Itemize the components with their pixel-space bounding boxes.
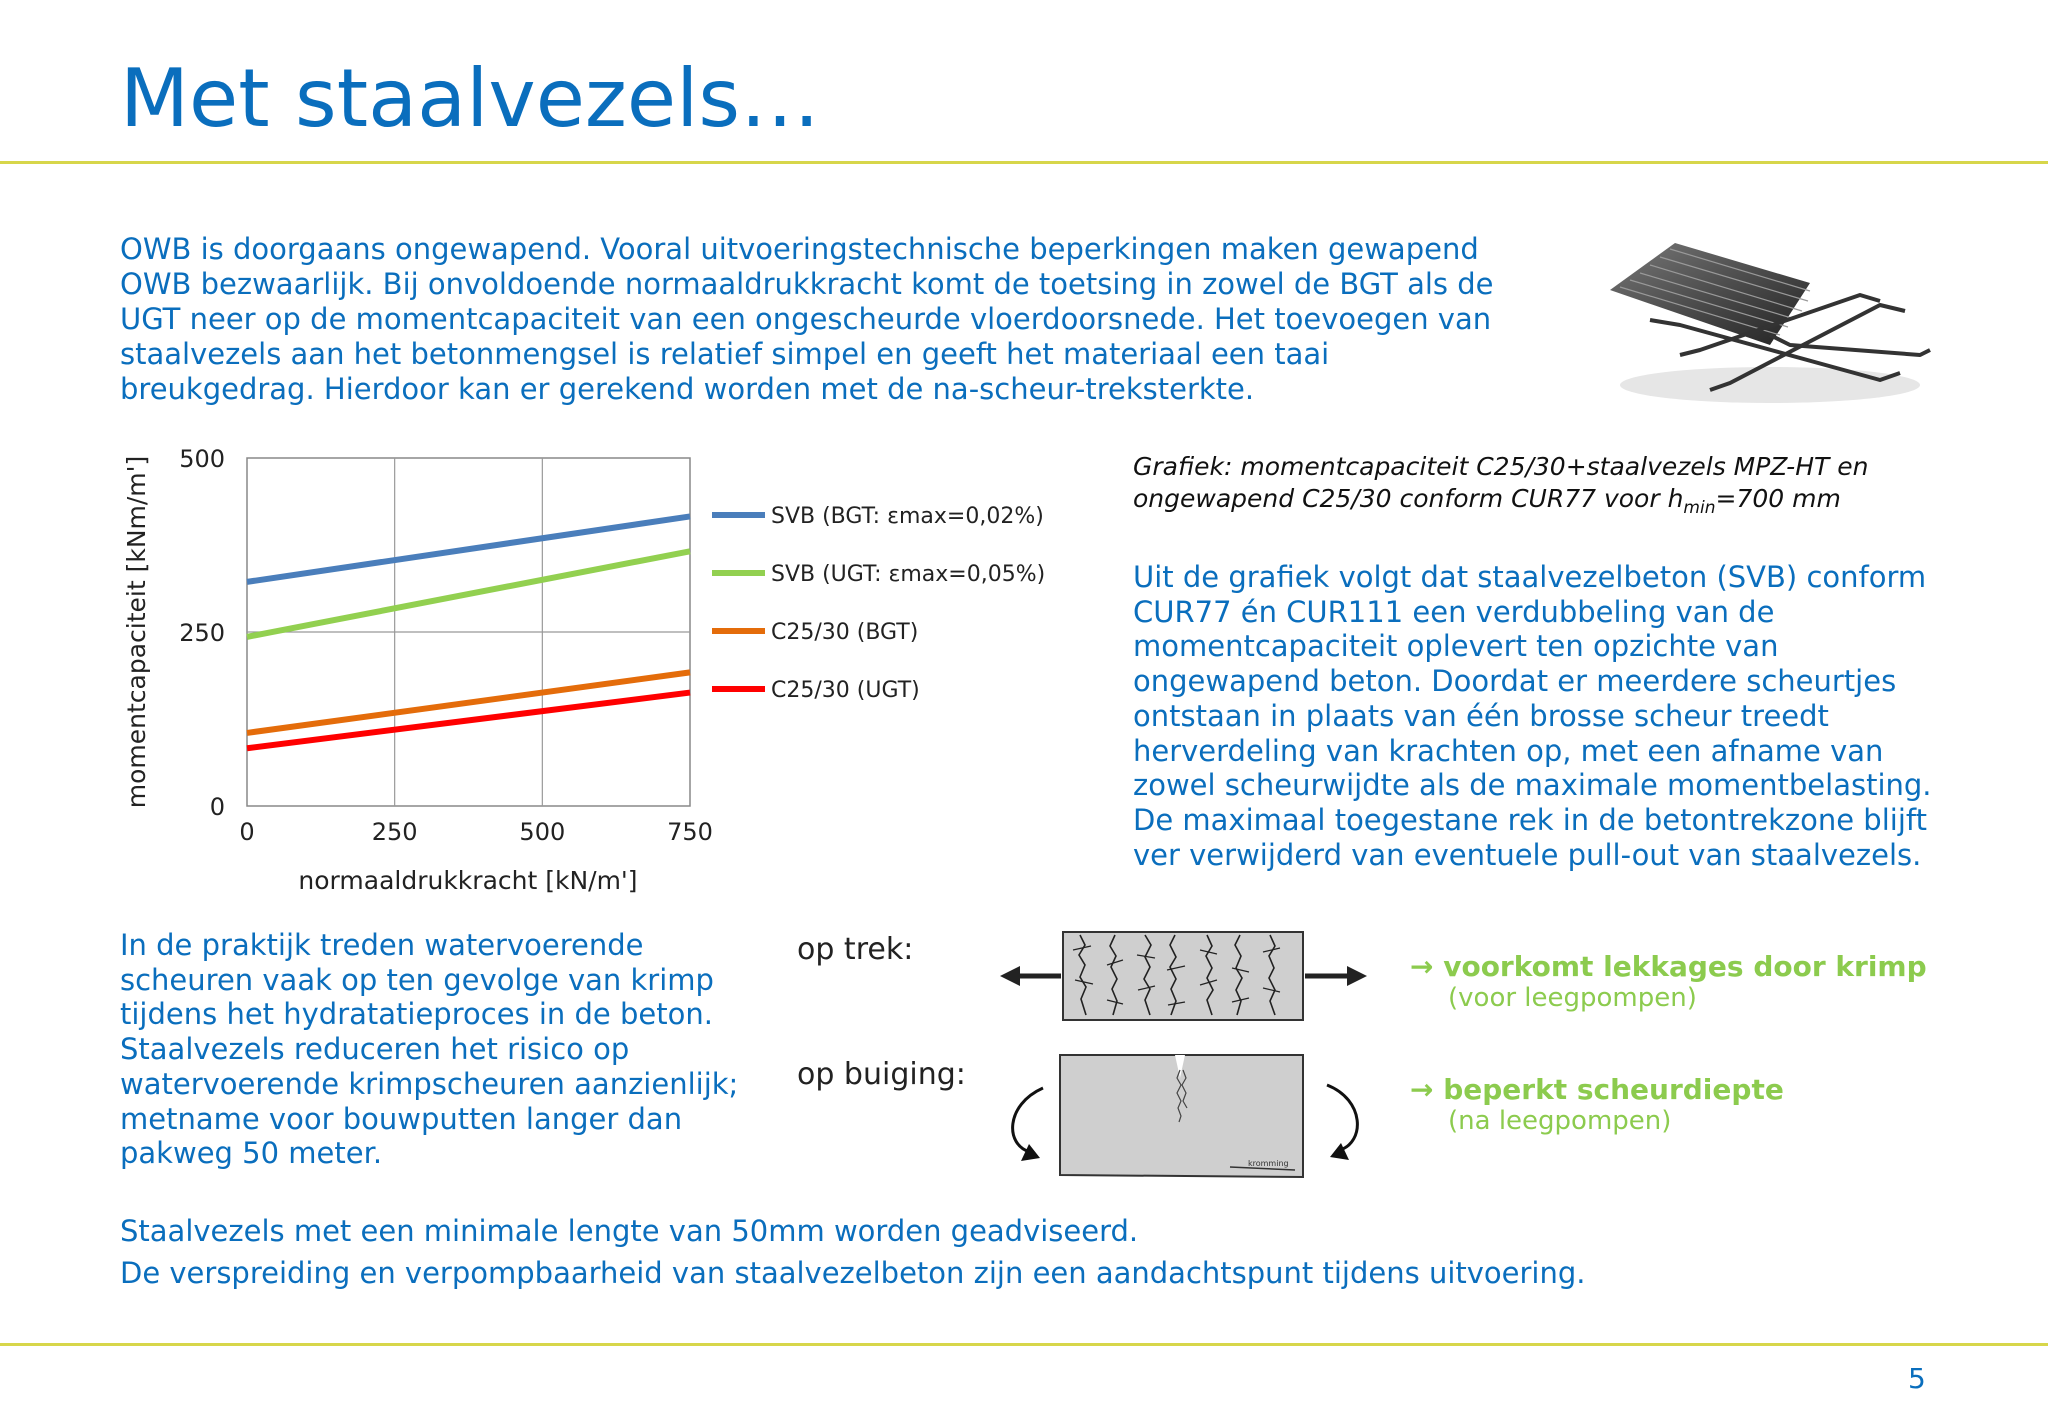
buiging-result-sub: (na leegpompen) [1448, 1106, 1672, 1136]
legend-label: SVB (UGT: εmax=0,05%) [771, 562, 1046, 587]
y-axis-label: momentcapaciteit [kNm/m'] [122, 455, 151, 809]
conclusion-line: ongewapend beton. Doordat er meerdere scheurtjes [1133, 664, 1897, 699]
intro-line: UGT neer op de momentcapaciteit van een ongescheurde vloerdoorsnede. Het toevoegen van [120, 302, 1492, 336]
trek-result-sub: (voor leegpompen) [1448, 983, 1697, 1013]
practice-line: metname voor bouwputten langer dan [120, 1101, 683, 1136]
x-tick-label: 250 [371, 818, 418, 846]
x-tick-label: 0 [239, 818, 255, 846]
chart-caption [1133, 451, 2033, 524]
page-title: Met staalvezels… [120, 52, 821, 145]
y-tick-label: 0 [209, 793, 225, 821]
caption-line: Grafiek: momentcapaciteit C25/30+staalvezels MPZ-HT en [1133, 452, 1869, 481]
intro-line: staalvezels aan het betonmengsel is relatief simpel en geeft het materiaal een taai [120, 337, 1330, 371]
conclusion-line: zowel scheurwijdte als de maximale momentbelasting. [1133, 768, 1932, 803]
advice-paragraph [120, 1210, 1586, 1294]
practice-line: Staalvezels reduceren het risico op [120, 1032, 630, 1067]
caption-text: =700 mm [1715, 484, 1841, 513]
rotation-arrow-right [1327, 1085, 1357, 1150]
trek-result: → voorkomt lekkages door krimp [1410, 950, 1927, 983]
advice-line: De verspreiding en verpompbaarheid van staalvezelbeton zijn een aandachtspunt tijdens uitvoering. [120, 1256, 1586, 1290]
x-tick-label: 500 [519, 818, 566, 846]
steel-fibers-image [1580, 235, 1940, 425]
practice-line: watervoerende krimpscheuren aanzienlijk; [120, 1066, 739, 1101]
caption-subscript: min [1683, 498, 1716, 518]
conclusion-line: ontstaan in plaats van één brosse scheur treedt [1133, 698, 1829, 733]
conclusion-line: herverdeling van krachten op, met een afname van [1133, 733, 1884, 768]
tension-specimen [1063, 932, 1303, 1020]
y-tick-label: 500 [179, 445, 225, 473]
legend-label: C25/30 (BGT) [771, 620, 919, 645]
buiging-result: → beperkt scheurdiepte [1410, 1073, 1784, 1106]
rotate-left-icon [1021, 1144, 1040, 1161]
practice-line: scheuren vaak op ten gevolge van krimp [120, 962, 714, 997]
footer-rule [0, 1343, 2048, 1346]
trek-label: op trek: [797, 932, 914, 967]
moment-capacity-chart [115, 435, 1115, 905]
header-rule [0, 161, 2048, 164]
crack-diagram [995, 920, 1375, 1180]
arrow-left-icon [1000, 966, 1020, 986]
buiging-label: op buiging: [797, 1057, 966, 1092]
legend-label: SVB (BGT: εmax=0,02%) [771, 504, 1044, 529]
caption-line [1133, 483, 2033, 524]
conclusion-line: Uit de grafiek volgt dat staalvezelbeton (SVB) conform [1133, 560, 1927, 594]
page-number: 5 [1908, 1362, 1926, 1395]
conclusion-paragraph [1133, 560, 2033, 872]
rotation-arrow-left [1013, 1088, 1043, 1152]
intro-line: OWB bezwaarlijk. Bij onvoldoende normaaldrukkracht komt de toetsing in zowel de BGT als de [120, 267, 1494, 301]
caption-text: ongewapend C25/30 conform CUR77 voor h [1133, 484, 1684, 513]
practice-line: tijdens het hydratatieproces in de beton. [120, 997, 713, 1032]
practice-line: pakweg 50 meter. [120, 1136, 383, 1171]
intro-paragraph [120, 232, 1520, 407]
x-tick-label: 750 [667, 818, 713, 846]
x-axis-label: normaaldrukkracht [kN/m'] [298, 866, 638, 895]
arrow-right-icon [1347, 966, 1367, 986]
intro-line: OWB is doorgaans ongewapend. Vooral uitvoeringstechnische beperkingen maken gewapend [120, 232, 1479, 266]
conclusion-line: CUR77 én CUR111 een verdubbeling van de [1133, 594, 1775, 629]
y-tick-label: 250 [179, 619, 225, 647]
conclusion-line: De maximaal toegestane rek in de betontrekzone blijft [1133, 802, 1927, 837]
conclusion-line: ver verwijderd van eventuele pull-out van staalvezels. [1133, 837, 1922, 872]
practice-paragraph [120, 928, 800, 1171]
conclusion-line: momentcapaciteit oplevert ten opzichte van [1133, 629, 1779, 664]
intro-line: breukgedrag. Hierdoor kan er gerekend worden met de na-scheur-treksterkte. [120, 372, 1255, 406]
kromming-label: kromming [1248, 1159, 1289, 1168]
advice-line: Staalvezels met een minimale lengte van 50mm worden geadviseerd. [120, 1214, 1139, 1248]
legend-label: C25/30 (UGT) [771, 678, 920, 703]
practice-line: In de praktijk treden watervoerende [120, 928, 644, 962]
